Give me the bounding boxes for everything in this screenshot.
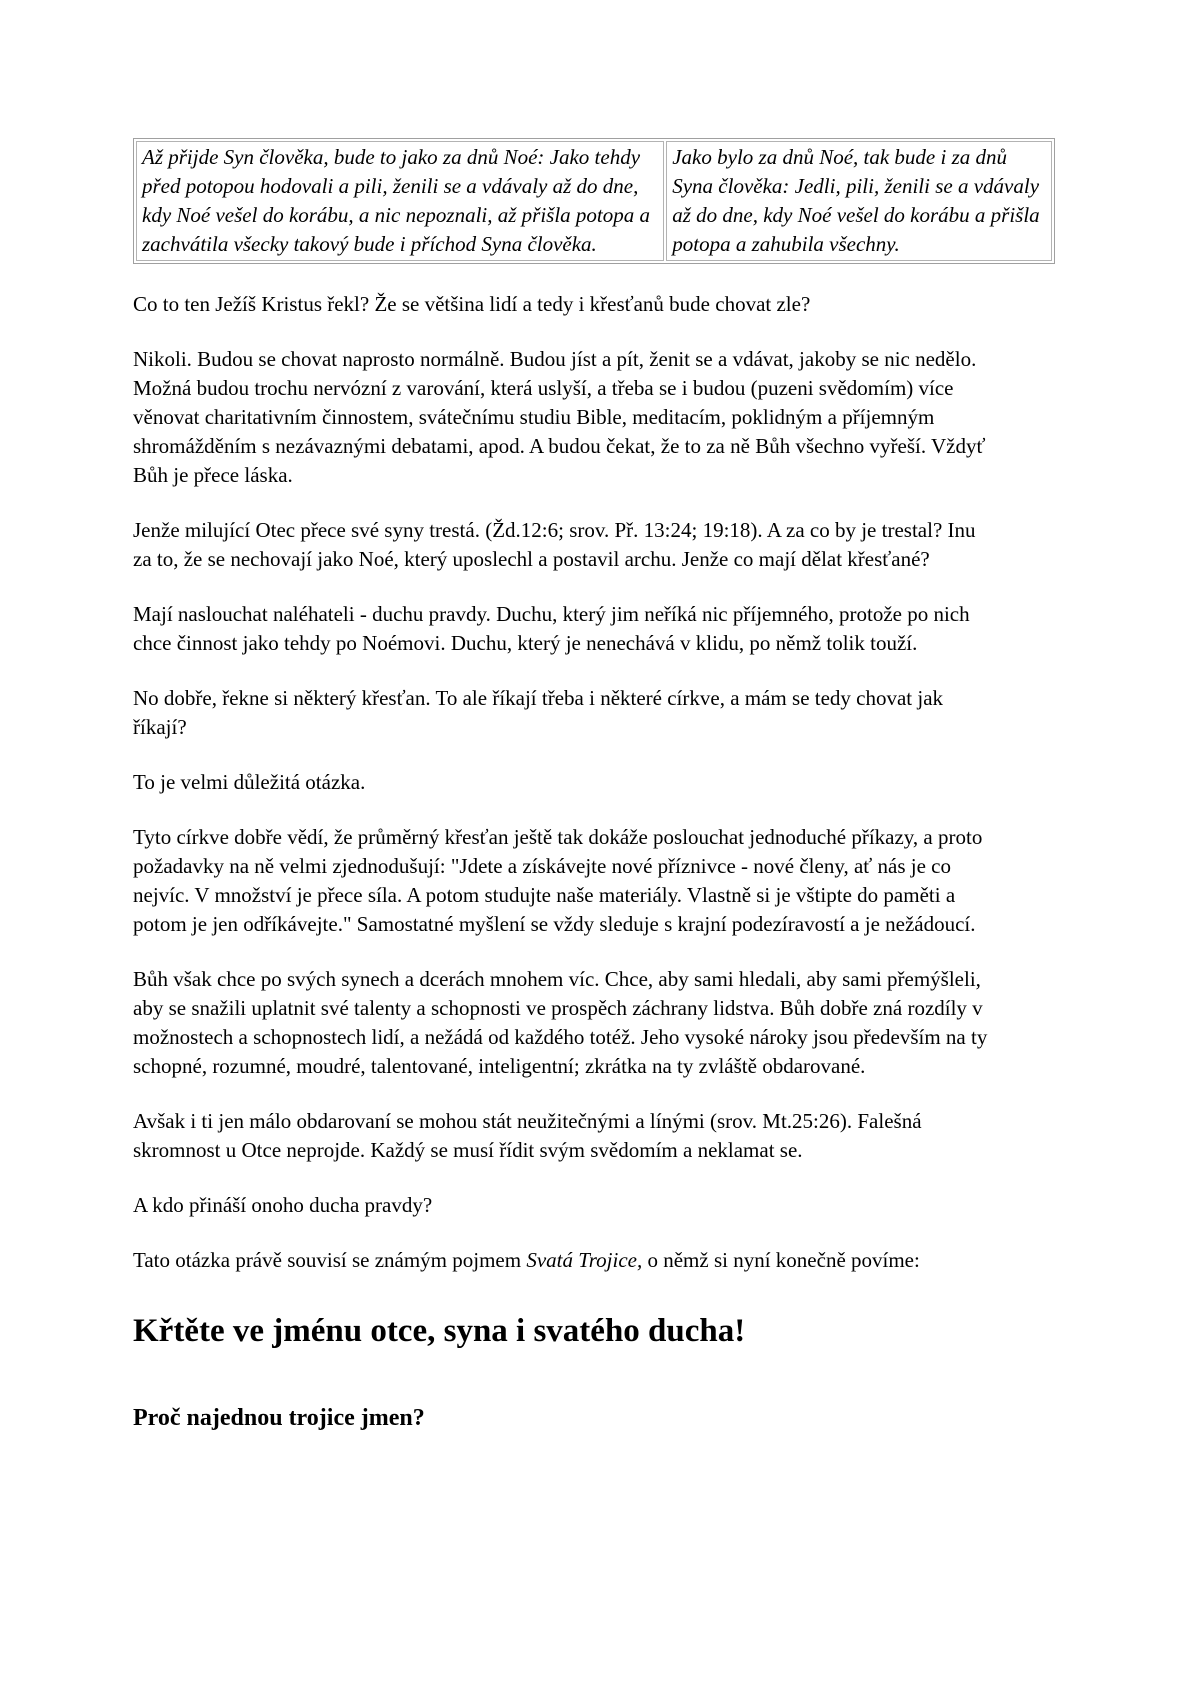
page-title: Křtěte ve jménu otce, syna i svatého ducha! xyxy=(133,1313,746,1349)
body-paragraph-8: Bůh však chce po svých synech a dcerách mnohem víc. Chce, aby sami hledali, aby sami přemýšleli, aby se snažili uplatnit své talenty a schopnosti ve prospěch záchrany lidstva. Bůh dobře zná rozdíly v možnostech a schopnostech lidí, a nežádá od každého totéž. Jeho vysoké nároky jsou především na ty schopné, rozumné, moudré, talentované, inteligentní; zkrátka na ty zvláště obdarované. xyxy=(133,967,988,1078)
body-paragraph-2: Nikoli. Budou se chovat naprosto normálně. Budou jíst a pít, ženit se a vdávat, jakoby se nic nedělo. Možná budou trochu nervózní z varování, která uslyší, a třeba se i budou (puzeni svědomím) více věnovat charitativním činnostem, svátečnímu studiu Bible, meditacím, poklidným a příjemným shromážděním s nezávaznými debatami, apod. A budou čekat, že to za ně Bůh všechno vyřeší. Vždyť Bůh je přece láska. xyxy=(133,347,986,487)
body-paragraph-3: Jenže milující Otec přece své syny trestá. (Žd.12:6; srov. Př. 13:24; 19:18). A za co by je trestal? Inu za to, že se nechovají jako Noé, který uposlechl a postavil archu. Jenže co mají dělat křesťané? xyxy=(133,518,976,571)
quote-cell-luke: Jako bylo za dnů Noé, tak bude i za dnů Syna člověka: Jedli, pili, ženili se a vdávaly až do dne, kdy Noé vešel do korábu a přišla potopa a zahubila všechny. xyxy=(666,141,1052,261)
body-paragraph-11 xyxy=(133,1246,995,1275)
quote-cell-matthew: Až přijde Syn člověka, bude to jako za dnů Noé: Jako tehdy před potopou hodovali a pili, ženili se a vdávaly až do dne, kdy Noé vešel do korábu, a nic nepoznali, až přišla potopa a zachvátila všecky takový bude i příchod Syna člověka. xyxy=(136,141,664,261)
body-paragraph-6: To je velmi důležitá otázka. xyxy=(133,770,366,794)
closing-paragraph-before: Tato otázka právě souvisí se známým pojmem xyxy=(133,1248,527,1272)
body-paragraph-4: Mají naslouchat naléhateli - duchu pravdy. Duchu, který jim neříká nic příjemného, protože po nich chce činnost jako tehdy po Noémovi. Duchu, který je nenechává v klidu, po němž tolik touží. xyxy=(133,602,970,655)
quote-table-row xyxy=(136,141,1052,261)
body-paragraph-10: A kdo přináší onoho ducha pravdy? xyxy=(133,1193,433,1217)
closing-paragraph-after: o němž si nyní konečně povíme: xyxy=(642,1248,920,1272)
bible-quote-table xyxy=(133,138,1055,264)
body-paragraph-7: Tyto církve dobře vědí, že průměrný křesťan ještě tak dokáže poslouchat jednoduché příkazy, a proto požadavky na ně velmi zjednodušují: "Jdete a získávejte nové příznivce - nové členy, ať nás je co nejvíc. V množství je přece síla. A potom studujte naše materiály. Vlastně si je vštipte do paměti a potom je jen odříkávejte." Samostatné myšlení se vždy sleduje s krajní podezíravostí a je nežádoucí. xyxy=(133,825,983,936)
body-paragraph-5: No dobře, řekne si některý křesťan. To ale říkají třeba i některé církve, a mám se tedy chovat jak říkají? xyxy=(133,686,944,739)
closing-paragraph-term: Svatá Trojice, xyxy=(526,1248,643,1272)
section-subheading: Proč najednou trojice jmen? xyxy=(133,1405,425,1431)
body-paragraph-9: Avšak i ti jen málo obdarovaní se mohou stát neužitečnými a línými (srov. Mt.25:26). Falešná skromnost u Otce neprojde. Každý se musí řídit svým svědomím a neklamat se. xyxy=(133,1109,922,1162)
body-paragraph-1: Co to ten Ježíš Kristus řekl? Že se většina lidí a tedy i křesťanů bude chovat zle? xyxy=(133,292,811,316)
